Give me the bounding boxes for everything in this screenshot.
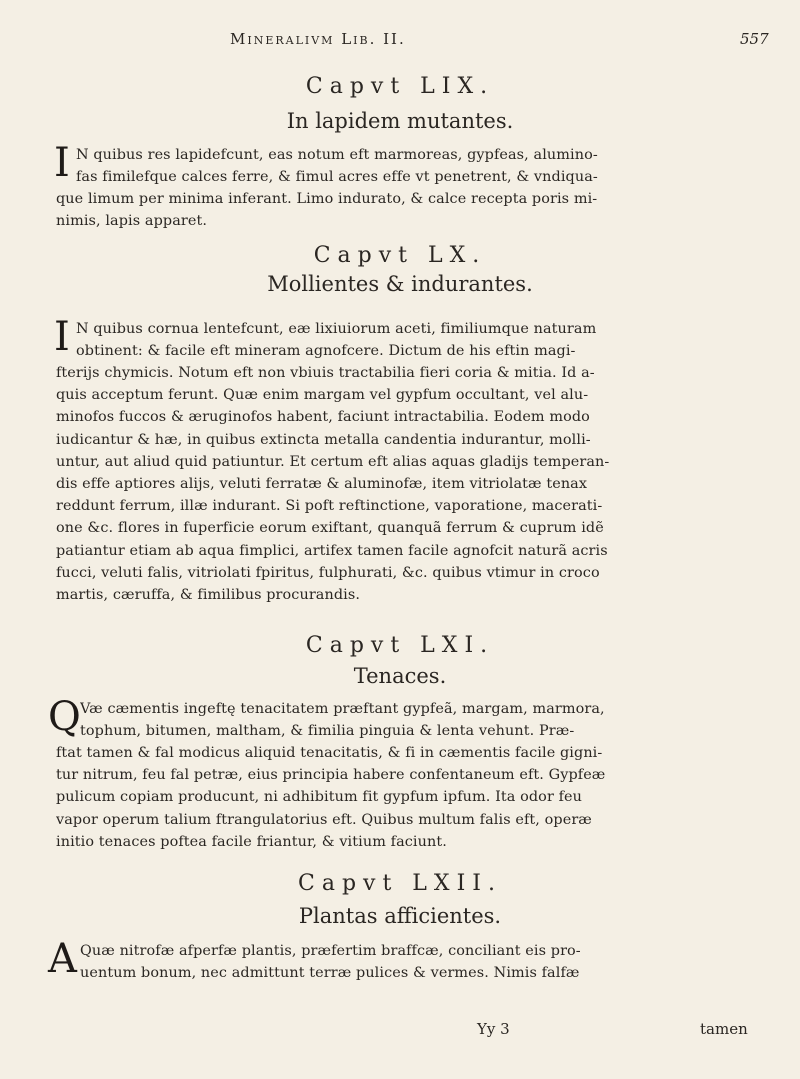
chapter-text-61-cont — [56, 742, 746, 853]
chapter-heading-59: Capvt LIX. — [305, 74, 495, 99]
catchword: tamen — [700, 1020, 748, 1038]
chapter-text-62 — [80, 940, 746, 984]
text-line: martis, cæruffa, & fimilibus procurandis. — [56, 587, 361, 604]
text-line: nimis, lapis apparet. — [56, 213, 208, 230]
text-line: N quibus cornua lentefcunt, eæ lixiuiorum aceti, fimiliumque naturam — [76, 321, 597, 337]
text-line: N quibus res lapidefcunt, eas notum eft marmoreas, gypfeas, alumino- — [76, 147, 598, 163]
chapter-title-61: Tenaces. — [353, 664, 447, 688]
text-line: Væ cæmentis ingeftę tenacitatem præftant gypfeã, margam, marmora, — [80, 701, 605, 717]
chapter-text-60 — [76, 318, 746, 362]
chapter-title-60: Mollientes & indurantes. — [267, 272, 533, 296]
chapter-text-60-cont — [56, 362, 746, 606]
text-line: fucci, veluti falis, vitriolati fpiritus, fulphurati, &c. quibus vtimur in croco — [56, 564, 600, 581]
signature-mark: Yy 3 — [477, 1020, 510, 1038]
text-line: quis acceptum ferunt. Quæ enim margam vel gypfum occultant, vel alu- — [56, 387, 589, 404]
text-line: uentum bonum, nec admittunt terræ pulices & vermes. Nimis falfæ — [80, 965, 580, 982]
text-line: initio tenaces poftea facile friantur, & vitium faciunt. — [56, 833, 447, 850]
chapter-title-59: In lapidem mutantes. — [286, 109, 514, 133]
drop-cap-59: I — [54, 140, 70, 186]
drop-cap-60: I — [54, 314, 70, 360]
text-line: tophum, bitumen, maltham, & fimilia pinguia & lenta vehunt. Præ- — [80, 723, 575, 740]
chapter-text-59-cont — [56, 188, 746, 232]
text-line: ftat tamen & fal modicus aliquid tenacitatis, & fi in cæmentis facile gigni- — [56, 745, 603, 761]
text-line: patiantur etiam ab aqua fimplici, artifex tamen facile agnofcit naturã acris — [56, 542, 608, 559]
chapter-heading-62: Capvt LXII. — [298, 871, 502, 896]
drop-cap-61: Q — [48, 694, 81, 740]
chapter-heading-60: Capvt LX. — [313, 243, 487, 268]
chapter-text-59 — [76, 144, 746, 188]
text-line: pulicum copiam producunt, ni adhibitum fit gypfum ipfum. Ita odor feu — [56, 789, 583, 806]
text-line: vapor operum talium ftrangulatorius eft. Quibus multum falis eft, operæ — [56, 811, 592, 828]
chapter-heading-61: Capvt LXI. — [305, 633, 495, 658]
text-line: fterijs chymicis. Notum eft non vbiuis tractabilia fieri coria & mitia. Id a- — [56, 365, 595, 381]
text-line: fas fimilefque calces ferre, & fimul acres effe vt penetrent, & vndiqua- — [76, 169, 598, 186]
text-line: dis effe aptiores alijs, veluti ferratæ & aluminofæ, item vitriolatæ tenax — [56, 476, 588, 493]
running-head: Mineralivm Lib. II. — [230, 30, 406, 48]
chapter-title-62: Plantas afficientes. — [298, 904, 502, 928]
text-line: Quæ nitrofæ afperfæ plantis, præfertim braffcæ, conciliant eis pro- — [80, 943, 581, 959]
text-line: iudicantur & hæ, in quibus extincta metalla candentia indurantur, molli- — [56, 431, 591, 448]
drop-cap-62: A — [48, 936, 77, 982]
chapter-text-61 — [80, 698, 746, 742]
text-line: que limum per minima inferant. Limo indurato, & calce recepta poris mi- — [56, 191, 598, 207]
text-line: obtinent: & facile eft mineram agnofcere. Dictum de his eftin magi- — [76, 343, 576, 360]
page-number: 557 — [740, 30, 769, 48]
text-line: tur nitrum, feu fal petræ, eius principia habere confentaneum eft. Gypfeæ — [56, 767, 606, 784]
text-line: minofos fuccos & æruginofos habent, faciunt intractabilia. Eodem modo — [56, 409, 590, 426]
text-line: reddunt ferrum, illæ indurant. Si poft reftinctione, vaporatione, macerati- — [56, 498, 603, 515]
text-line: untur, aut aliud quid patiuntur. Et certum eft alias aquas gladijs temperan- — [56, 453, 610, 470]
text-line: one &c. flores in fuperficie eorum exiftant, quanquã ferrum & cuprum idẽ — [56, 520, 604, 537]
